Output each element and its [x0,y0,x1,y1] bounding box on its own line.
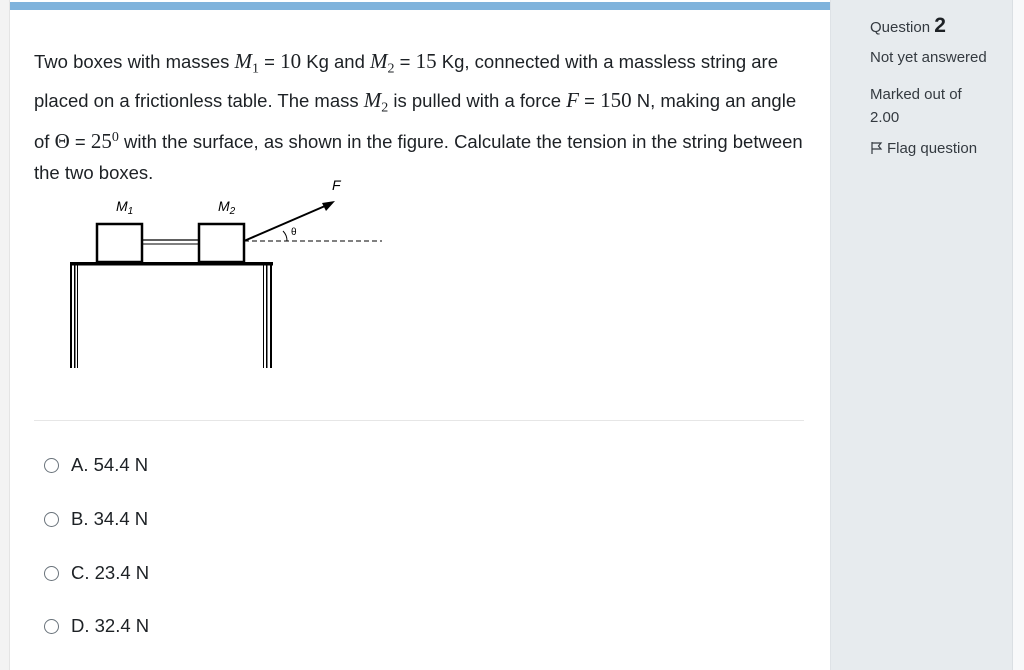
option-label: B. 34.4 N [71,508,149,529]
question-number-label: Question 2 [870,14,946,37]
option-c[interactable] [44,560,149,586]
radio-button[interactable] [44,458,59,473]
angle-arc [283,231,287,241]
flag-question-button[interactable]: Flag question [870,140,977,157]
left-border [0,0,9,670]
flag-icon [870,141,883,155]
label-theta: θ [291,227,297,238]
label-m2: $M_2$ [218,198,236,217]
force-arrow-line [244,206,325,241]
box-m2 [199,224,244,262]
table-leg-left-inner [74,265,76,368]
marks-info: Marked out of 2.00 [870,86,962,126]
answer-status: Not yet answered [870,49,987,66]
answer-divider [34,420,804,421]
question-info-panel [830,0,1024,670]
radio-button[interactable] [44,512,59,527]
table-top [70,262,273,266]
table-leg-right-outer [263,265,264,368]
radio-button[interactable] [44,619,59,634]
question-text: Two boxes with masses $M_1 = 10$ Kg and $M_2 = 15$ Kg, connected with a massless string are placed on a frictionless table. The mass $M_2$ is pulled with a force F = 150 N, making an angle of $\Theta = 25^0$ with the surface, as shown in the figure. Calculate the tension in the string between the two boxes. [34,49,803,183]
option-a[interactable] [44,452,148,478]
left-border-line [9,0,10,670]
option-label: A. 54.4 N [71,454,149,475]
force-arrowhead [322,201,335,211]
option-label: D. 32.4 N [71,615,150,636]
table-leg-left-outer [70,265,72,368]
table-leg-left-inner2 [77,265,78,368]
option-b[interactable] [44,506,148,532]
table-leg-right-inner2 [270,265,272,368]
table-leg-right-inner [266,265,268,368]
option-d[interactable] [44,613,149,639]
boxes-on-table-diagram [60,170,400,375]
sidebar-edge [1012,0,1024,670]
label-m1: $M_1$ [116,198,134,217]
radio-button[interactable] [44,566,59,581]
box-m1 [97,224,142,262]
option-label: C. 23.4 N [71,562,150,583]
label-force: F [332,177,341,193]
question-top-accent-bar [10,2,830,10]
